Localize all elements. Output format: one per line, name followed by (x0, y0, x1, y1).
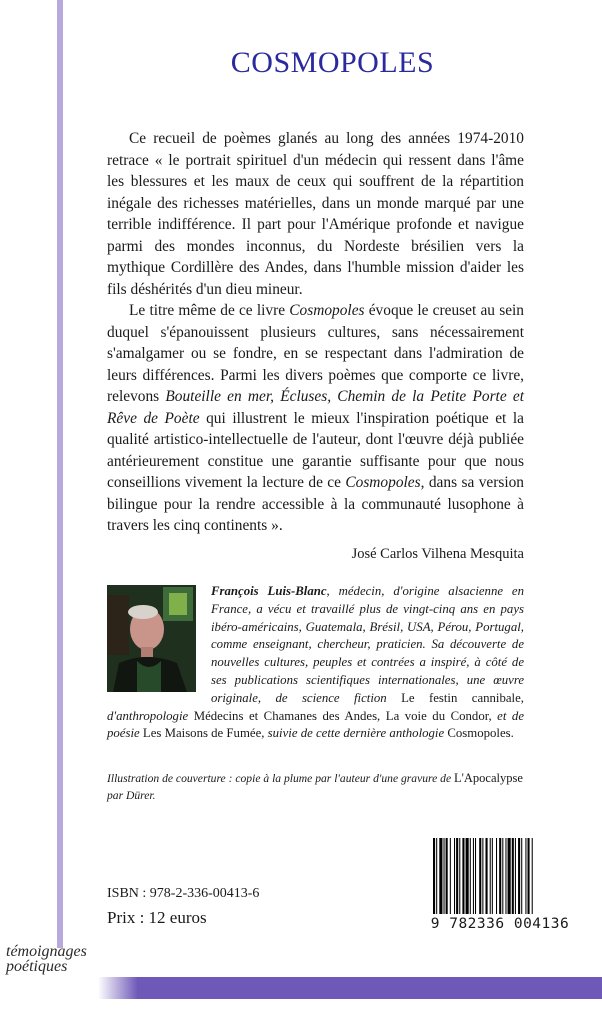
barcode-bars (425, 836, 575, 916)
author-bio: François Luis-Blanc, médecin, d'origine alsacienne en France, a vécu et travaillé plus de vingt-cinq ans en pays ibéro-américains, Guatemala, Brésil, USA, Pérou, Portugal, comme enseignant, chercheur, praticien. Sa découverte de nouvelles cultures, peuples et contrées a inspiré, à côté de ses publications scientifiques internationales, une œuvre originale, de science fiction Le festin cannibale, d'anthropologie Médecins et Chamanes des Andes, La voie du Condor, et de poésie Les Maisons de Fumée, suivie de cette dernière anthologie Cosmopoles. (107, 584, 524, 741)
work-title: L'Apocalypse (454, 771, 523, 785)
blurb-paragraph-2: Le titre même de ce livre Cosmopoles évoque le creuset au sein duquel s'épanouissent plusieurs cultures, sans nécessairement s'amalgamer ou se fondre, en se respectant dans l'admiration de leurs différences. Parmi les divers poèmes que comporte ce livre, relevons Bouteille en mer, Écluses, Chemin de la Petite Porte et Rêve de Poète qui illustrent le mieux l'inspiration poétique et la qualité artistico-intellectuelle de l'auteur, dont l'œuvre déjà publiée antérieurement constitue une garantie suffisante pour que nous conseillions vivement la lecture de ce Cosmopoles, dans sa version bilingue pour la rendre accessible à la communauté lusophone à travers les cinq continents ». (107, 302, 524, 534)
book-title-inline: Cosmopoles (289, 302, 365, 319)
signature: José Carlos Vilhena Mesquita (351, 546, 524, 562)
isbn: ISBN : 978-2-336-00413-6 (107, 886, 260, 901)
bottom-band (138, 977, 602, 999)
blurb-paragraph-1: Ce recueil de poèmes glanés au long des années 1974-2010 retrace « le portrait spirituel d'un médecin qui ressent dans l'âme les blessures et les maux de ceux qui souffrent de la répartition inégale des richesses matérielles, dans un monde marqué par une terrible indifférence. Il part pour l'Amérique profonde et navigue parmi des mondes inconnus, du Nordeste brésilien vers la mythique Cordillère des Andes, dans l'humble mission d'aider les fils déshérités d'un dieu mineur. (107, 130, 524, 298)
work-title: Médecins et Chamanes des Andes, La voie du Condor, (193, 708, 492, 723)
book-title: COSMOPOLES (230, 46, 435, 79)
work-title: Cosmopoles. (447, 726, 514, 741)
barcode (425, 836, 575, 934)
barcode-number: 9 782336 004136 (430, 916, 570, 932)
illustration-credit: Illustration de couverture : copie à la plume par l'auteur d'une gravure de L'Apocalypse par Dürer. (107, 771, 523, 802)
collection-name: témoignages poétiques (6, 943, 87, 975)
work-title: Les Maisons de Fumée, (142, 726, 265, 741)
spine-rule (57, 0, 63, 948)
poem-titles: Bouteille en mer, Écluses, Chemin de la Petite Porte et Rêve de Poète (107, 388, 524, 427)
work-title: Le festin cannibale, (401, 690, 524, 705)
author-name: François Luis-Blanc (211, 584, 327, 598)
price: Prix : 12 euros (107, 908, 207, 927)
blurb (107, 128, 524, 537)
book-title-inline: Cosmopoles (345, 474, 421, 491)
photo-spacer (107, 583, 211, 691)
